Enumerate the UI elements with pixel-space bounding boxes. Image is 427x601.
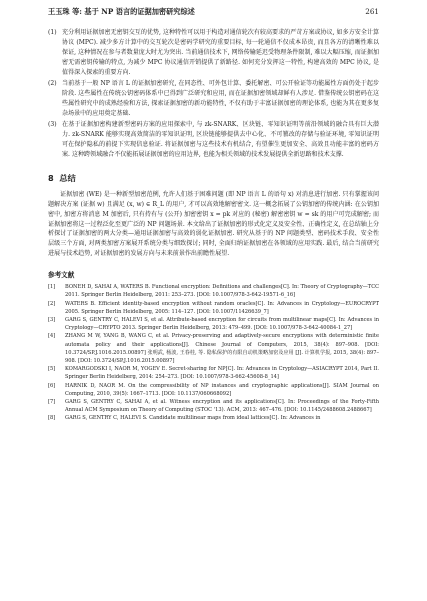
reference-number: [7]: [48, 398, 56, 405]
reference-text: BONEH D, SAHAI A, WATERS B. Functional encryption: Definitions and challenges[C]. In: Theory of Cryptography—TCC 2011. Springer Berlin Heidelberg, 2011: 253–273. [DOI: 10.1007/978-3-642-19571-6_16]: [65, 284, 379, 299]
summary-paragraph: 证据加密 (WE) 是一种新型加密范例, 允许人们基于困难问题 (即 NP 语言 L 的语句 x) 对消息进行加密. 只有掌握该问题解决方案 (证据 w) 且满足 (x, w) ∈ R_L 的用户, 才可以高效地解密密文. 这一概念拓展了公钥加密的传统内涵: 在公钥加密中, 加密方将消息 M 加密后, 只有持有与 (公开) 加密密钥 x = pk 对应的 (秘密) 解密密钥 w = sk 的用户可完成解密; 而证据加密将这一过程泛化至更广泛的 NP 问题场景. 本文给出了证据加密的形式化定义及安全性、正确性定义, 在总结轴上分析探讨了证据加密的两大分类—通用证据加密与高效的弱化证据加密. 研究从基于的 NP 问题类型、密码技术手段、安全性层级三个方面, 对两类加密方案展开系统分类与细致探讨; 同时, 全面归纳证据加密在各领域的应用实践. 最后, 结合当前研究进展与技术趋势, 对证据加密的发展方向与未来前景作出前瞻性展望.: [48, 190, 379, 258]
section-title: 总结: [59, 172, 76, 183]
references-heading: 参考文献: [48, 271, 75, 280]
item-text: 充分利用证据加密无密钥交互的优势, 这种特性可以用于构造对通信轮次有较高要求的严苛方案或协议, 如多方安全计算协议 (MPC). 减少多方计算中的交互轮次是密码学研究的重要目标, 每一轮通信不仅成本昂贵, 而且各方的清晰性难以保证, 这种情况在参与者数量庞大时尤为突出. 当前通信技术下, 网络传输延迟受物理条件限制, 难以大幅压缩, 而证据加密无需密钥传输的特点, 为减少 MPC 协议通信开销提供了新路径. 如何充分发挥这一特性, 构建高效的 MPC 协议, 是值得深入探索的重要方向.: [62, 29, 379, 76]
reference-text: GARG S, GENTRY C, HALEVI S. Candidate multilinear maps from ideal lattices[C]. In: Advances in: [65, 415, 321, 422]
reference-item: [48, 300, 379, 316]
section-heading: [48, 172, 379, 184]
item-number: (2): [48, 80, 57, 88]
reference-number: [8]: [48, 415, 56, 422]
future-direction-item: [48, 79, 379, 119]
reference-text: GARG S, GENTRY C, HALEVI S, et al. Attribute-based encryption for circuits from multilinear maps[C]. In: Advances in Cryptology—CRYPTO 2013. Springer Berlin Heidelberg, 2013: 479–499. [DOI: 10.1007/978-3-642-40084-1_27]: [65, 316, 379, 332]
reference-number: [5]: [48, 366, 56, 373]
reference-text: ZHANG M W, YANG B, WANG C, et al. Privacy-preserving and adaptively-secure encryptions with deterministic finite automata policy and their applications[J]. Chinese Journal of Computers, 2015, 38(4): 897–908. [DOI: 10.3724/SP.J.1016.2015.00897] 张明武, 杨波, 王春桂, 等. 隐私保护的有限自动机策略加密及应用 [J]. 计算机学报, 2015, 38(4): 897–908. [DOI: 10.3724/SP.J.1016.2015.00897]: [65, 333, 379, 364]
reference-number: [6]: [48, 382, 56, 389]
running-head: [48, 6, 379, 18]
reference-item: [48, 414, 379, 422]
reference-item: [48, 382, 379, 398]
reference-item: [48, 332, 379, 365]
reference-item: [48, 398, 379, 414]
reference-text: HARNIK D, NAOR M. On the compressibility of NP instances and cryptographic applications[J]. SIAM Journal on Computing, 2010, 39(5): 1667–1713. [DOI: 10.1137/060668092]: [65, 382, 379, 397]
reference-item: [48, 316, 379, 332]
item-number: (1): [48, 29, 57, 36]
reference-item: [48, 365, 379, 381]
reference-number: [2]: [48, 300, 56, 307]
page-content: [48, 28, 379, 423]
reference-text: GARG S, GENTRY C, SAHAI A, et al. Witness encryption and its applications[C]. In: Proceedings of the Forty-Fifth Annual ACM Symposium on Theory of Computing (STOC '13). ACM, 2013: 467–476. [DOI: 10.1145/2488608.2488667]: [65, 398, 379, 414]
item-number: (3): [48, 121, 57, 129]
reference-number: [1]: [48, 284, 56, 291]
item-text: 在基于证据加密构建新型密码方案的应用探索中, 与 zk-SNARK、区块链、零知识证明等前沿领域的融合具有巨大潜力. zk-SNARK 能够实现高效简洁的零知识证明, 区块链能够提供去中心化、不可篡改的存储与验证环境, 零知识证明可在保护隐私的前提下实现信息验证. 将证据加密与这些技术有机结合, 有望催生更加安全、高效且功能丰富的密码方案. 这种跨领域融合不仅能拓展证据加密的应用边界, 也能为相关领域的技术发展提供全新思路和技术支撑.: [62, 121, 379, 158]
reference-text: WATERS B. Efficient identity-based encryption without random oracles[C]. In: Advances in Cryptology—EUROCRYPT 2005. Springer Berlin Heidelberg, 2005: 114–127. [DOI: 10.1007/11426639_7]: [65, 300, 379, 315]
future-direction-item: [48, 28, 379, 78]
reference-number: [4]: [48, 333, 56, 340]
future-direction-item: [48, 120, 379, 160]
reference-number: [3]: [48, 316, 56, 323]
page-number: 261: [365, 7, 379, 16]
item-text: 当前基于一般 NP 语言 L 的证据加密研究, 在同态性、可外包计算、委托解密、可公开验证等功能属性方面仍处于起步阶段. 这些属性在传统公钥密码体系中已得到广泛研究和应用, 而在证据加密领域却鲜有人涉足. 借鉴传统公钥密码在这些属性研究中的成熟经验和方法, 探索证据加密的新功能特性, 不仅有助于丰富证据加密的理论体系, 也能为其在更多复杂场景中的应用奠定基础.: [62, 80, 379, 117]
reference-item: [48, 283, 379, 299]
running-title: 王玉珠 等: 基于 NP 语言的证据加密研究综述: [48, 7, 195, 16]
reference-text: KOMARGODSKI I, NAOR M, YOGEV E. Secret-sharing for NP[C]. In: Advances in Cryptology—ASIACRYPT 2014, Part II. Springer Berlin Heidelberg, 2014: 254–273. [DOI: 10.1007/978-3-662-45608-8_14]: [65, 366, 379, 381]
section-number: 8: [48, 172, 54, 183]
